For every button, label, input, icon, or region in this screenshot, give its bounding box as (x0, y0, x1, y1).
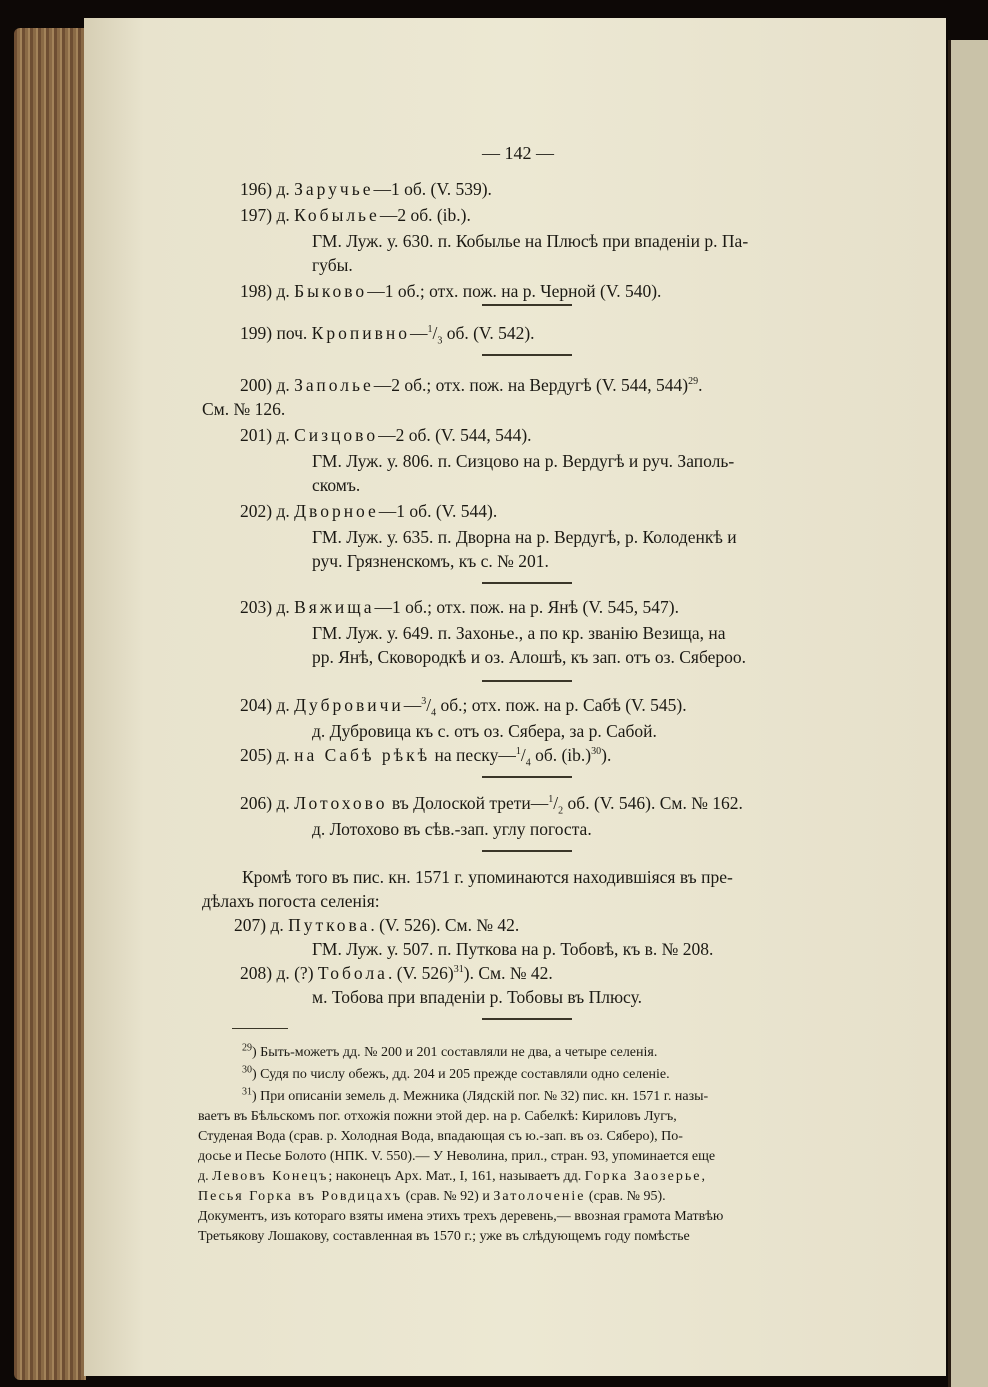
page-number: — 142 — (482, 143, 554, 163)
entry-197: 197) д. Кобылье—2 об. (ib.). (240, 205, 471, 225)
entry-197-note-cont: губы. (312, 255, 353, 275)
entry-205: 205) д. на Сабѣ рѣкѣ на $песку—^1/_4$ об. $(ib.)^{30}$). (240, 745, 612, 769)
facing-page-edge (948, 40, 988, 1387)
entry-197-note: ГМ. Луж. у. 630. п. Кобылье на Плюсѣ при впаденіи р. Па- (312, 231, 749, 251)
footnote-31-line: Песья Горка въ Ровдицахъ (срав. № 92) и Затолоченіе (срав. № 95). (198, 1189, 666, 1204)
paragraph-line: дѣлахъ погоста селенія: (202, 891, 380, 911)
entry-200: 200) д. Заполье—2 об.; отх. пож. на Вердугѣ (V. 544, 544)$^{29}$. (240, 375, 703, 395)
paragraph-line: Кромѣ того въ пис. кн. 1571 г. упоминаются находившіяся въ пре- (242, 867, 733, 887)
entry-196: 196) д. Заручье—1 об. (V. 539). (240, 179, 492, 199)
book-page-edges (14, 28, 86, 1380)
footnote-separator (232, 1028, 288, 1029)
divider (482, 776, 572, 778)
footnote-31: $^{31}$) При описаніи земель д. Межника (Лядскій пог. № 32) пис. кн. 1571 г. назы- (242, 1086, 709, 1104)
entry-201-note-cont: скомъ. (312, 475, 361, 495)
entry-198: 198) д. Быково—1 об.; отх. пож. на р. Черной (V. 540). (240, 281, 662, 301)
entry-206-note: д. Лотохово въ сѣв.-зап. углу погоста. (312, 819, 592, 839)
divider (482, 354, 572, 356)
entry-202: 202) д. Дворное—1 об. (V. 544). (240, 501, 498, 521)
entry-204-note: д. Дубровица къ с. отъ оз. Сябера, за р. Сабой. (312, 721, 657, 741)
footnote-31-line: ваетъ въ Бѣльскомъ пог. отхожія пожни этой дер. на р. Сабелкѣ: Кириловъ Лугъ, (198, 1109, 677, 1124)
entry-203-note-cont: рр. Янѣ, Сковородкѣ и оз. Алошѣ, къ зап. отъ оз. Сябероо. (312, 647, 747, 667)
footnote-29: $^{29}$) Быть-можетъ дд. № 200 и 201 составляли не два, а четыре селенія. (242, 1042, 658, 1060)
entry-204: 204) д. $Дубровичи—^3/_4$ об.; отх. пож. на р. Сабѣ (V. 545). (240, 695, 687, 719)
footnote-31-line: Третьякову Лошакову, составленная въ 1570 г.; уже въ слѣдующемъ году помѣстье (198, 1229, 690, 1244)
divider (482, 582, 572, 584)
book-page (84, 18, 946, 1376)
entry-208: 208) д. (?) Тобола. (V. 526)$^{31}$). См. № 42. (240, 963, 553, 983)
divider (482, 304, 572, 306)
entry-207-note: ГМ. Луж. у. 507. п. Путкова на р. Тобовѣ, къ в. № 208. (312, 939, 714, 959)
footnote-31-line: досье и Песье Болото (НПК. V. 550).— У Неволина, прил., стран. 93, упоминается еще (198, 1149, 716, 1164)
entry-202-note: ГМ. Луж. у. 635. п. Дворна на р. Вердугѣ, р. Колоденкѣ и (312, 527, 737, 547)
footnote-31-line: Студеная Вода (срав. р. Холодная Вода, впадающая съ ю.-зап. въ оз. Сяберо), По- (198, 1129, 683, 1144)
divider (482, 850, 572, 852)
divider (482, 1018, 572, 1020)
footnote-31-line: Документъ, изъ котораго взяты имена этихъ трехъ деревень,— ввозная грамота Матвѣю (198, 1209, 724, 1224)
entry-203: 203) д. Вяжища—1 об.; отх. пож. на р. Янѣ (V. 545, 547). (240, 597, 679, 617)
entry-208-note: м. Тобова при впаденіи р. Тобовы въ Плюсу. (312, 987, 642, 1007)
entry-201-note: ГМ. Луж. у. 806. п. Сизцово на р. Вердугѣ и руч. Заполь- (312, 451, 735, 471)
entry-199: 199) поч. $Кропивно—^1/_3$ об. (V. 542). (240, 323, 535, 347)
entry-202-note-cont: руч. Грязненскомъ, къ с. № 201. (312, 551, 549, 571)
entry-200-crossref: См. № 126. (202, 399, 286, 419)
entry-201: 201) д. Сизцово—2 об. (V. 544, 544). (240, 425, 532, 445)
entry-203-note: ГМ. Луж. у. 649. п. Захонье., а по кр. званію Везища, на (312, 623, 726, 643)
footnote-30: $^{30}$) Судя по числу обежъ, дд. 204 и 205 прежде составляли одно селеніе. (242, 1064, 670, 1082)
footnote-31-line: д. Левовъ Конецъ; наконецъ Арх. Мат., I, 161, называетъ дд. Горка Заозерье, (198, 1169, 707, 1184)
entry-207: 207) д. Путкова. (V. 526). См. № 42. (234, 915, 520, 935)
divider (482, 680, 572, 682)
entry-206: 206) д. Лотохово въ Долоской $трети—^1/_2$ об. (V. 546). См. № 162. (240, 793, 743, 817)
